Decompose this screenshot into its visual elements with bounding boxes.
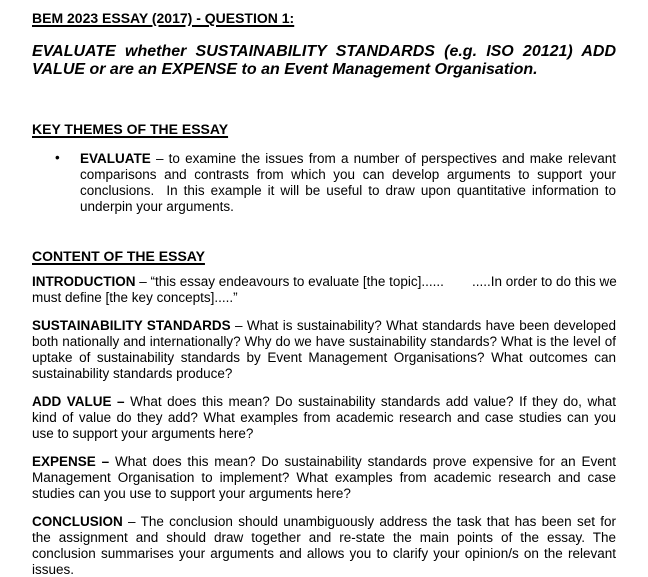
text-conclusion: The conclusion should unambiguously address the task that has been set for the assignment and should draw together and re-state the main points of the essay. The conclusion summarises your arguments and allows you to clarify your opinion/s on the relevant issues. xyxy=(32,514,616,577)
paragraph-introduction xyxy=(32,274,616,306)
separator-conclusion: – xyxy=(122,514,141,529)
bullet-separator: – xyxy=(150,151,169,166)
key-themes-list xyxy=(32,151,616,215)
paragraph-sustainability-standards xyxy=(32,318,616,382)
introduction-lead-text: “this essay endeavours to evaluate [the topic]...... xyxy=(150,274,444,289)
bullet-icon: • xyxy=(55,150,60,165)
key-themes-heading: KEY THEMES OF THE ESSAY xyxy=(32,121,229,137)
essay-question: EVALUATE whether SUSTAINABILITY STANDARDS (e.g. ISO 20121) ADD VALUE or are an EXPENSE to an Event Management Organisation. xyxy=(32,43,616,78)
document-title: BEM 2023 ESSAY (2017) - QUESTION 1: xyxy=(32,10,295,26)
list-item-evaluate xyxy=(32,151,616,215)
introduction-tail-text: .....In order to do this we xyxy=(471,274,617,289)
text-sustainability-standards: What is sustainability? What standards have been developed both nationally and internationally? Why do we have sustainability standards? What is the level of uptake of sustainability standards by Event Management Organisations? What outcomes can sustainability standards produce? xyxy=(32,318,616,381)
separator-sustainability-standards: – xyxy=(230,318,247,333)
term-introduction: INTRODUCTION xyxy=(32,274,136,289)
term-add-value: ADD VALUE – xyxy=(32,394,125,409)
paragraph-expense xyxy=(32,454,616,502)
bullet-text: to examine the issues from a number of perspectives and make relevant comparisons and contrasts from which you can develop arguments to support your conclusions. In this example it will be useful to draw upon quantitative information to underpin your arguments. xyxy=(80,151,617,214)
content-heading: CONTENT OF THE ESSAY xyxy=(32,248,205,264)
introduction-line2: must define [the key concepts].....” xyxy=(32,290,238,305)
paragraph-add-value xyxy=(32,394,616,442)
term-sustainability-standards: SUSTAINABILITY STANDARDS xyxy=(32,318,231,333)
term-conclusion: CONCLUSION xyxy=(32,514,123,529)
paragraph-conclusion xyxy=(32,514,616,577)
text-add-value: What does this mean? Do sustainability standards add value? If they do, what kind of value do they add? What examples from academic research and case studies can you use to support your arguments here? xyxy=(32,394,616,441)
introduction-separator: – xyxy=(135,274,151,289)
bullet-term: EVALUATE xyxy=(80,151,151,166)
introduction-line1 xyxy=(32,274,617,289)
text-expense: What does this mean? Do sustainability standards prove expensive for an Event Management Organisation to implement? What examples from academic research and case studies can you use to support your arguments here? xyxy=(32,454,616,501)
term-expense: EXPENSE – xyxy=(32,454,110,469)
